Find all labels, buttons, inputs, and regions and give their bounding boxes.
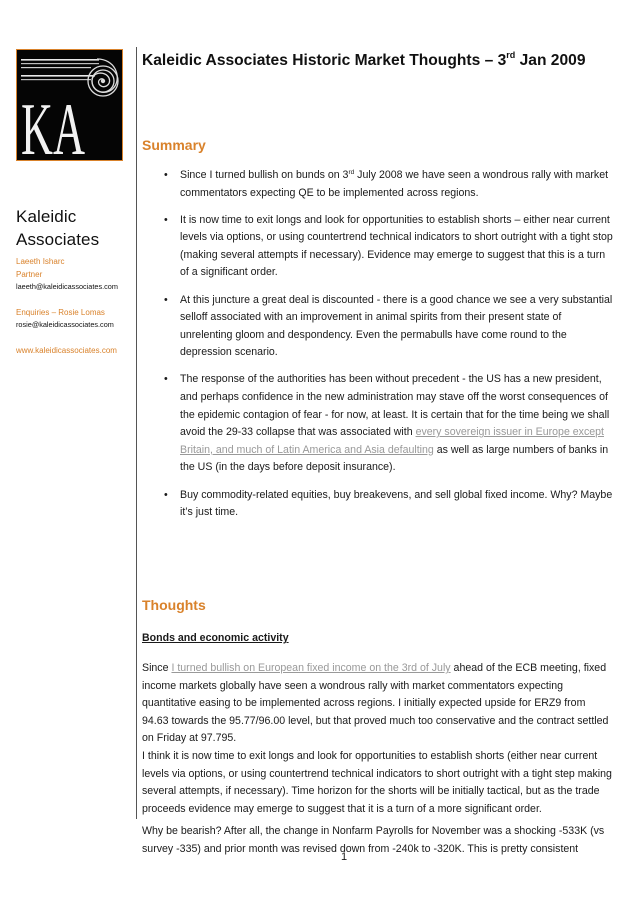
thoughts-paragraph [142, 660, 614, 748]
bullet-text: It is now time to exit longs and look for opportunities to establish shorts – either near current levels via options, or using countertrend technical indicators to short outright with a tight stop (making several attempts if necessary). Evidence may emerge to suggest that this is a turn of a significant order. [180, 213, 613, 279]
thoughts-paragraph: Why be bearish? After all, the change in Nonfarm Payrolls for November was a shocking -533K (vs survey -335) and prior month was revised down from -240k to -320K. This is pretty consistent [142, 825, 605, 855]
bullet-icon: • [164, 293, 168, 306]
contact-name: Laeeth Isharc [16, 257, 65, 266]
bullet-text: Buy commodity-related equities, buy breakevens, and sell global fixed income. Why? Maybe it’s just time. [180, 488, 613, 519]
bullet-ordinal: rd [348, 169, 355, 176]
bullet-icon: • [164, 373, 168, 386]
paragraph-text: Since [142, 662, 172, 674]
summary-bullet [142, 167, 614, 202]
logo-letters: KA [21, 89, 85, 160]
website-link[interactable]: www.kaleidicassociates.com [16, 346, 117, 355]
thoughts-paragraph: I think it is now time to exit longs and look for opportunities to establish shorts (either near current levels via options, or using countertrend technical indicators to short outright with a tight step making several attempts, if necessary). Time horizon for the shorts will be initially tactical, but as the trade proceeds evidence may emerge to suggest that it is a turn of a more significant order. [142, 750, 612, 815]
sovereign-defaults-link[interactable]: every sovereign issuer in Europe except Britain, and much of Latin America and Asia defaulting [180, 426, 604, 456]
document-body [142, 50, 614, 855]
title-text: Kaleidic Associates Historic Market Thoughts – 3 [142, 52, 507, 69]
summary-bullet [142, 371, 614, 477]
bullet-text: At this juncture a great deal is discounted - there is a good chance we see a very substantial selloff associated with an improvement in animal spirits from their present state of unrelenting gloom and despondency. Even the permabulls have come round to the depression scenario. [180, 293, 613, 359]
bullet-icon: • [164, 169, 168, 181]
summary-bullet [142, 292, 614, 362]
section-subheading: Bonds and economic activity [142, 632, 289, 644]
bullish-european-fixed-income-link[interactable]: I turned bullish on European fixed income on the 3rd of July [171, 662, 451, 674]
bullet-text: Since I turned bullish on bunds on 3 [180, 169, 349, 181]
bullet-text: The response of the authorities has been without precedent - the US has a new president, and perhaps confidence in the new administration may stave off the worst consequences of the epidemic contagion of fear - for now, at least. It is certain that for the time being we shall avoid the 29-33 collapse that was associated with [180, 373, 610, 439]
summary-bullet-list [142, 167, 614, 531]
bullet-text: as well as large numbers of banks in the US (in the days before deposit insurance). [180, 443, 609, 474]
title-date: Jan 2009 [515, 52, 586, 69]
contact-role: Partner [16, 270, 43, 279]
enquiries-email-link[interactable]: rosie@kaleidicassociates.com [16, 320, 114, 329]
ionic-column-logo-icon [17, 50, 122, 160]
bullet-text: July 2008 we have seen a wondrous rally with market commentators expecting QE to be implemented across regions. [180, 169, 609, 199]
enquiries-label: Enquiries – Rosie Lomas [16, 308, 105, 317]
page-number: 1 [340, 851, 348, 863]
vertical-divider [136, 47, 137, 819]
sidebar-contact [16, 205, 131, 357]
summary-bullet [142, 487, 614, 522]
summary-bullet [142, 212, 614, 282]
bullet-icon: • [164, 213, 168, 226]
contact-email-link[interactable]: laeeth@kaleidicassociates.com [16, 282, 118, 291]
thoughts-heading: Thoughts [142, 597, 206, 613]
firm-name-line2: Associates [16, 230, 100, 249]
firm-name-line1: Kaleidic [16, 207, 77, 226]
bullet-icon: • [164, 488, 168, 501]
paragraph-text: ahead of the ECB meeting, fixed income markets globally have seen a wondrous rally with market commentators expecting quantitative easing to be implemented across regions. I initially expected upside for ERZ9 from 94.63 towards the 95.77/96.00 level, but that proved much too conservative and the contract settled on Friday at 97.795. [142, 662, 609, 745]
page-title [142, 50, 614, 72]
title-ordinal: rd [506, 50, 516, 60]
company-logo [16, 49, 123, 161]
summary-heading: Summary [142, 137, 206, 153]
